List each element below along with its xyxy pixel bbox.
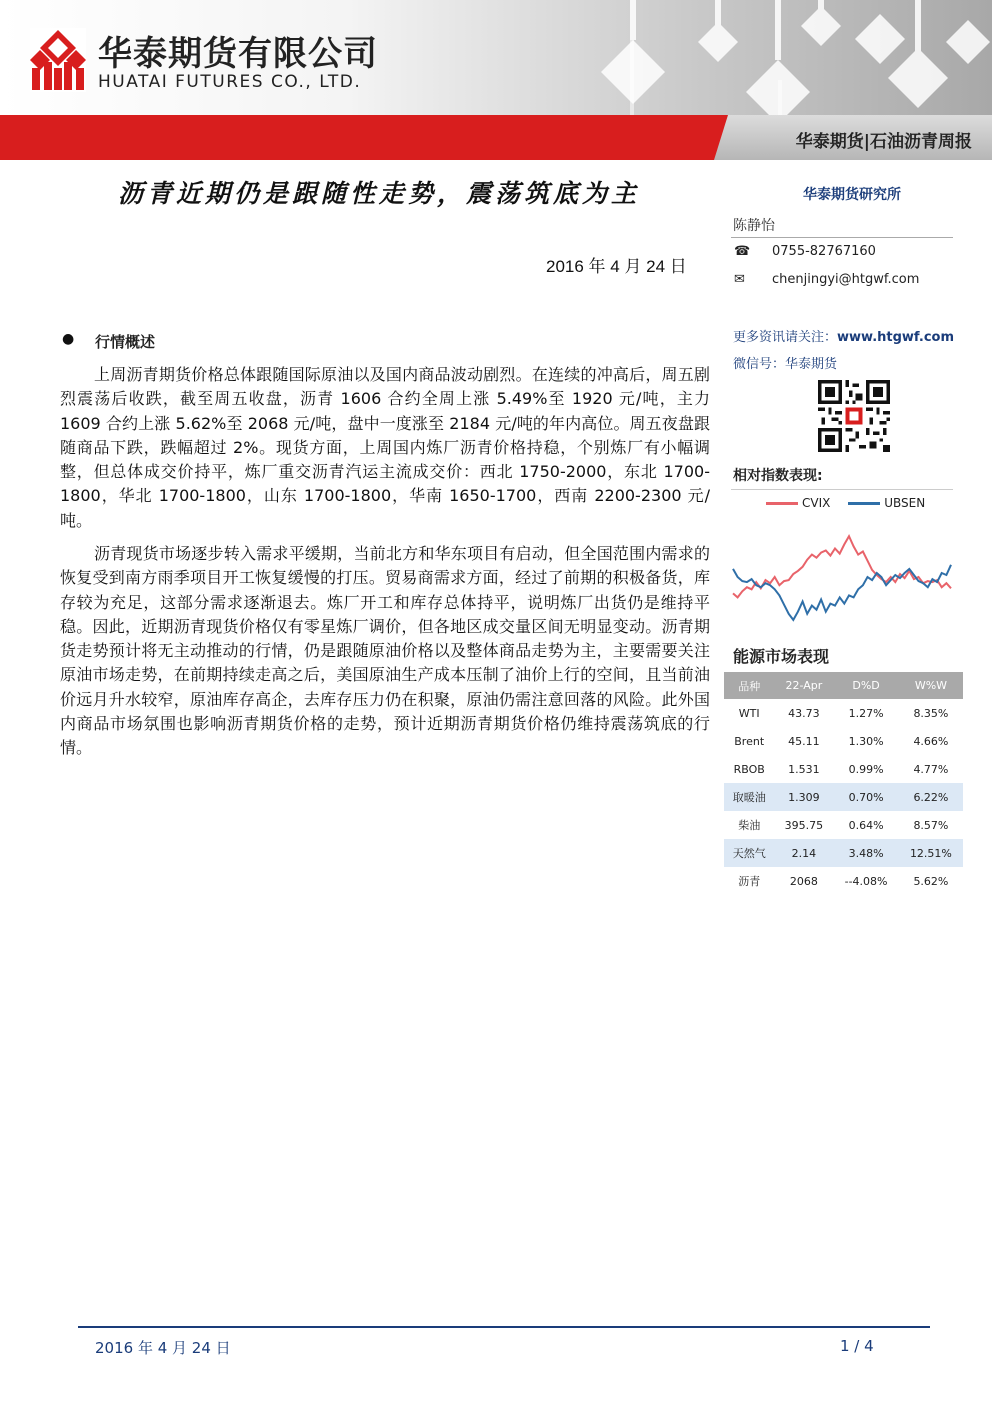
cell-price: 395.75	[784, 818, 824, 832]
legend-label-ubsen: UBSEN	[884, 496, 926, 510]
cell-name: Brent	[734, 734, 765, 748]
cell-ww: 8.57%	[913, 818, 949, 832]
table-row	[724, 727, 963, 755]
section-heading: 行情概述	[95, 333, 156, 351]
col-header-ww: W%W	[899, 672, 963, 699]
phone-icon: ☎	[734, 244, 751, 259]
cell-ww: 8.35%	[913, 706, 949, 720]
company-name-cn: 华泰期货有限公司	[98, 34, 378, 74]
col-header-name: 品种	[724, 672, 774, 699]
cell-ww: 4.66%	[913, 734, 949, 748]
relative-index-divider	[731, 489, 953, 490]
cell-dd: 1.27%	[848, 706, 884, 720]
more-info	[733, 326, 954, 345]
more-info-label: 更多资讯请关注：	[733, 330, 838, 345]
table-row	[724, 783, 963, 811]
footer-date: 2016 年 4 月 24 日	[95, 1339, 231, 1357]
author-name: 陈静怡	[733, 218, 775, 234]
page-number: 1 / 4	[840, 1337, 874, 1355]
website-link[interactable]: www.htgwf.com	[837, 330, 955, 345]
chart-legend	[766, 496, 925, 510]
bullet-icon: ●	[62, 331, 75, 347]
cell-ww: 6.22%	[899, 783, 963, 811]
sidebar-divider	[731, 237, 953, 238]
email-link[interactable]: chenjingyi@htgwf.com	[772, 272, 920, 287]
decorative-diamonds	[560, 0, 992, 115]
header-red-bar	[0, 115, 992, 160]
energy-table	[724, 672, 963, 895]
body-paragraph: 上周沥青期货价格总体跟随国际原油以及国内商品波动剧烈。在连续的冲高后，周五剧烈震荡后收跌，截至周五收盘，沥青 1606 合约全周上涨 5.49%至 1920 元/吨，主力 1609 合约上涨 5.62%至 2068 元/吨，盘中一度涨至 2184 元/吨的年内高位。周五夜盘跟随商品下跌，跌幅超过 2%。现货方面，上周国内炼厂沥青价格持稳，个别炼厂有小幅调整，但总体成交价持平，炼厂重交沥青汽运主流成交价：西北 1750-2000，东北 1700-1800，华北 1700-1800，山东 1700-1800，华南 1650-1700，西南 2200-2300 元/吨。	[60, 365, 710, 530]
page-header	[0, 0, 992, 115]
company-name-en: HUATAI FUTURES CO., LTD.	[98, 72, 362, 92]
cell-ww: 4.77%	[913, 762, 949, 776]
series-line-cvix	[733, 536, 951, 597]
energy-table-header	[724, 672, 963, 699]
relative-index-heading: 相对指数表现:	[733, 468, 823, 484]
legend-swatch-cvix	[766, 502, 798, 505]
cell-dd: 3.48%	[833, 839, 899, 867]
cell-price: 1.531	[788, 762, 820, 776]
cell-price: 45.11	[788, 734, 820, 748]
cell-ww: 5.62%	[913, 874, 949, 888]
body-paragraph: 沥青现货市场逐步转入需求平缓期，当前北方和华东项目有启动，但全国范围内需求的恢复受到南方雨季项目开工恢复缓慢的打压。贸易商需求方面，经过了前期的积极备货，库存较为充足，这部分需求逐渐退去。炼厂开工和库存总体持平，说明炼厂出货仍是维持平稳。因此，近期沥青现货价格仅有零星炼厂调价，但各地区成交量区间无明显变动。沥青期货走势预计将无主动推动的行情，仍是跟随原油价格以及整体商品走势为主，主要需要关注原油市场走势，在前期持续走高之后，美国原油生产成本压制了油价上行的空间，且当前油价远月升水较窄，原油库存高企，去库存压力仍在积聚，原油仍需注意回落的风险。此外国内商品市场氛围也影响沥青期货价格的走势，预计近期沥青期货价格仍维持震荡筑底的行情。	[60, 544, 710, 758]
cell-name: 沥青	[738, 875, 761, 888]
cell-dd: --4.08%	[844, 874, 888, 888]
table-row	[724, 755, 963, 783]
institute-name: 华泰期货研究所	[803, 187, 901, 203]
cell-ww: 12.51%	[899, 839, 963, 867]
cell-dd: 0.70%	[833, 783, 899, 811]
series-line-ubsen	[733, 565, 951, 620]
wechat-id: 微信号：华泰期货	[733, 357, 838, 372]
relative-index-chart	[731, 518, 953, 632]
legend-swatch-ubsen	[848, 502, 880, 505]
cell-name: 柴油	[738, 819, 761, 832]
article-title: 沥青近期仍是跟随性走势，震荡筑底为主	[118, 179, 641, 208]
cell-dd: 0.99%	[848, 762, 884, 776]
table-row	[724, 811, 963, 839]
mail-icon: ✉	[734, 272, 745, 287]
cell-name: WTI	[738, 706, 760, 720]
table-row	[724, 699, 963, 727]
table-row	[724, 839, 963, 867]
article-date: 2016 年 4 月 24 日	[546, 257, 687, 276]
company-logo-icon	[30, 28, 86, 92]
col-header-price: 22-Apr	[774, 672, 833, 699]
cell-price: 1.309	[774, 783, 833, 811]
footer-divider	[78, 1326, 930, 1328]
table-row	[724, 867, 963, 895]
report-label: 华泰期货|石油沥青周报	[795, 132, 972, 152]
cell-price: 43.73	[788, 706, 820, 720]
phone-number: 0755-82767160	[772, 244, 876, 259]
cell-name: 天然气	[724, 839, 774, 867]
col-header-dd: D%D	[833, 672, 899, 699]
cell-name: RBOB	[733, 762, 765, 776]
energy-market-heading: 能源市场表现	[733, 647, 830, 666]
qr-code-icon	[818, 380, 890, 452]
cell-price: 2068	[789, 874, 818, 888]
cell-dd: 1.30%	[848, 734, 884, 748]
cell-dd: 0.64%	[848, 818, 884, 832]
legend-label-cvix: CVIX	[802, 496, 831, 510]
cell-name: 取暖油	[724, 783, 774, 811]
cell-price: 2.14	[774, 839, 833, 867]
